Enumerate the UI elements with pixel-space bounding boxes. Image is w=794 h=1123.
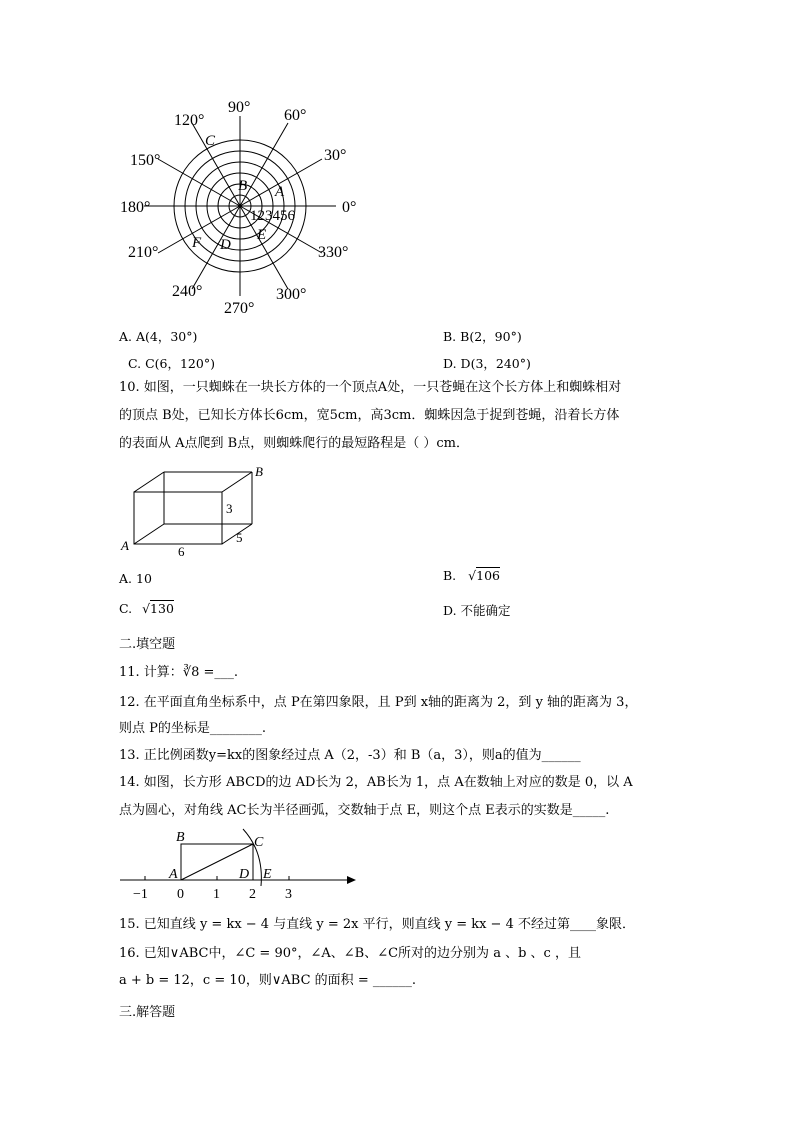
option-text: 不能确定 [460,603,511,618]
angle-240: 240° [172,283,203,300]
sqrt-sign-icon: √ [468,568,477,583]
q12-line1: 12. 在平面直角坐标系中，点 P在第四象限，且 P到 x轴的距离为 2，到 y 轴的距离为 3， [119,695,638,710]
numline-label-B: B [176,830,185,845]
q10-option-b [443,568,500,583]
option-text: 10 [136,571,152,586]
cuboid-label-height: 3 [226,501,233,516]
q9-option-b [443,327,522,345]
q15: 15. 已知直线 y = kx − 4 与直线 y = 2x 平行，则直线 y = kx − 4 不经过第____象限． [119,917,635,932]
option-text: C(6，120°) [145,356,215,371]
point-B: B [238,178,248,194]
cuboid-label-width: 5 [236,530,243,545]
q11: 11. 计算：∛8 =___. [119,665,239,680]
angle-150: 150° [130,152,161,169]
angle-120: 120° [174,112,205,129]
option-letter: B. [443,568,457,583]
option-letter: B. [443,329,457,344]
cuboid-label-A: A [121,538,129,553]
point-E: E [257,227,267,243]
number-line-figure [118,826,363,904]
option-letter: D. [443,356,457,371]
q12-line2: 则点 P的坐标是________. [119,721,267,736]
angle-270: 270° [224,300,255,317]
numline-label-D: D [239,867,250,882]
section-answer-title: 三.解答题 [119,1005,176,1020]
ring-numbers: 123456 [250,208,295,224]
polar-angle-labels [120,99,356,317]
q9-option-c [128,354,215,372]
q10-line2: 的顶点 B处，已知长方体长6cm，宽5cm，高3cm．蜘蛛因急于捉到苍蝇，沿着长方体 [119,408,620,423]
q10-option-a [119,571,152,586]
option-text: D(3，240°) [460,356,531,371]
cuboid-label-length: 6 [178,544,185,559]
angle-90: 90° [228,99,251,116]
tick-label: −1 [133,887,148,902]
option-letter: A. [119,329,133,344]
angle-60: 60° [284,107,307,124]
q10-option-c [119,601,174,616]
option-text: 106 [476,568,500,583]
option-letter: A. [119,571,133,586]
point-D: D [220,237,231,253]
angle-300: 300° [276,286,307,303]
q16-line2: a + b = 12，c = 10，则∨ABC 的面积 = ______. [119,973,416,988]
option-letter: C. [119,601,133,616]
cuboid-label-B: B [255,464,263,479]
numline-label-C: C [254,835,264,850]
option-text: A(4，30°) [136,329,198,344]
q9-option-a [119,327,197,345]
polar-figure [110,95,370,320]
numline-label-E: E [263,867,272,882]
q13: 13. 正比例函数y=kx的图象经过点 A（2，-3）和 B（a，3），则a的值为______ [119,748,581,763]
angle-330: 330° [318,244,349,261]
q14-line1: 14. 如图，长方形 ABCD的边 AD长为 2，AB长为 1，点 A在数轴上对应的数是 0，以 A [119,775,633,790]
point-C: C [205,133,216,149]
angle-0: 0° [342,199,357,216]
option-letter: C. [128,356,142,371]
q10-line3: 的表面从 A点爬到 B点，则蜘蛛爬行的最短路程是（ ）cm． [119,436,469,451]
option-text: 130 [150,601,174,616]
q14-line2: 点为圆心，对角线 AC长为半径画弧，交数轴于点 E，则这个点 E表示的实数是_____. [119,803,610,818]
numline-label-A: A [169,867,178,882]
tick-label: 2 [249,887,256,902]
tick-label: 0 [177,887,184,902]
tick-label: 1 [213,887,220,902]
sqrt-sign-icon: √ [142,601,151,616]
q16-line1: 16. 已知∨ABC中，∠C = 90°，∠A、∠B、∠C所对的边分别为 a 、b 、c ，且 [119,946,581,961]
point-F: F [192,235,202,251]
q9-option-d [443,354,531,372]
angle-30: 30° [324,147,347,164]
angle-180: 180° [120,199,151,216]
option-letter: D. [443,603,457,618]
point-A: A [275,184,285,200]
option-text: B(2，90°) [460,329,522,344]
q10-option-d [443,601,511,619]
polar-rays [144,116,336,296]
cuboid-figure [118,462,278,562]
angle-210: 210° [128,244,159,261]
tick-label: 3 [285,887,292,902]
q10-line1: 10. 如图，一只蜘蛛在一块长方体的一个顶点A处，一只苍蝇在这个长方体上和蜘蛛相对 [119,380,622,395]
section-fill-in-title: 二.填空题 [119,637,176,652]
